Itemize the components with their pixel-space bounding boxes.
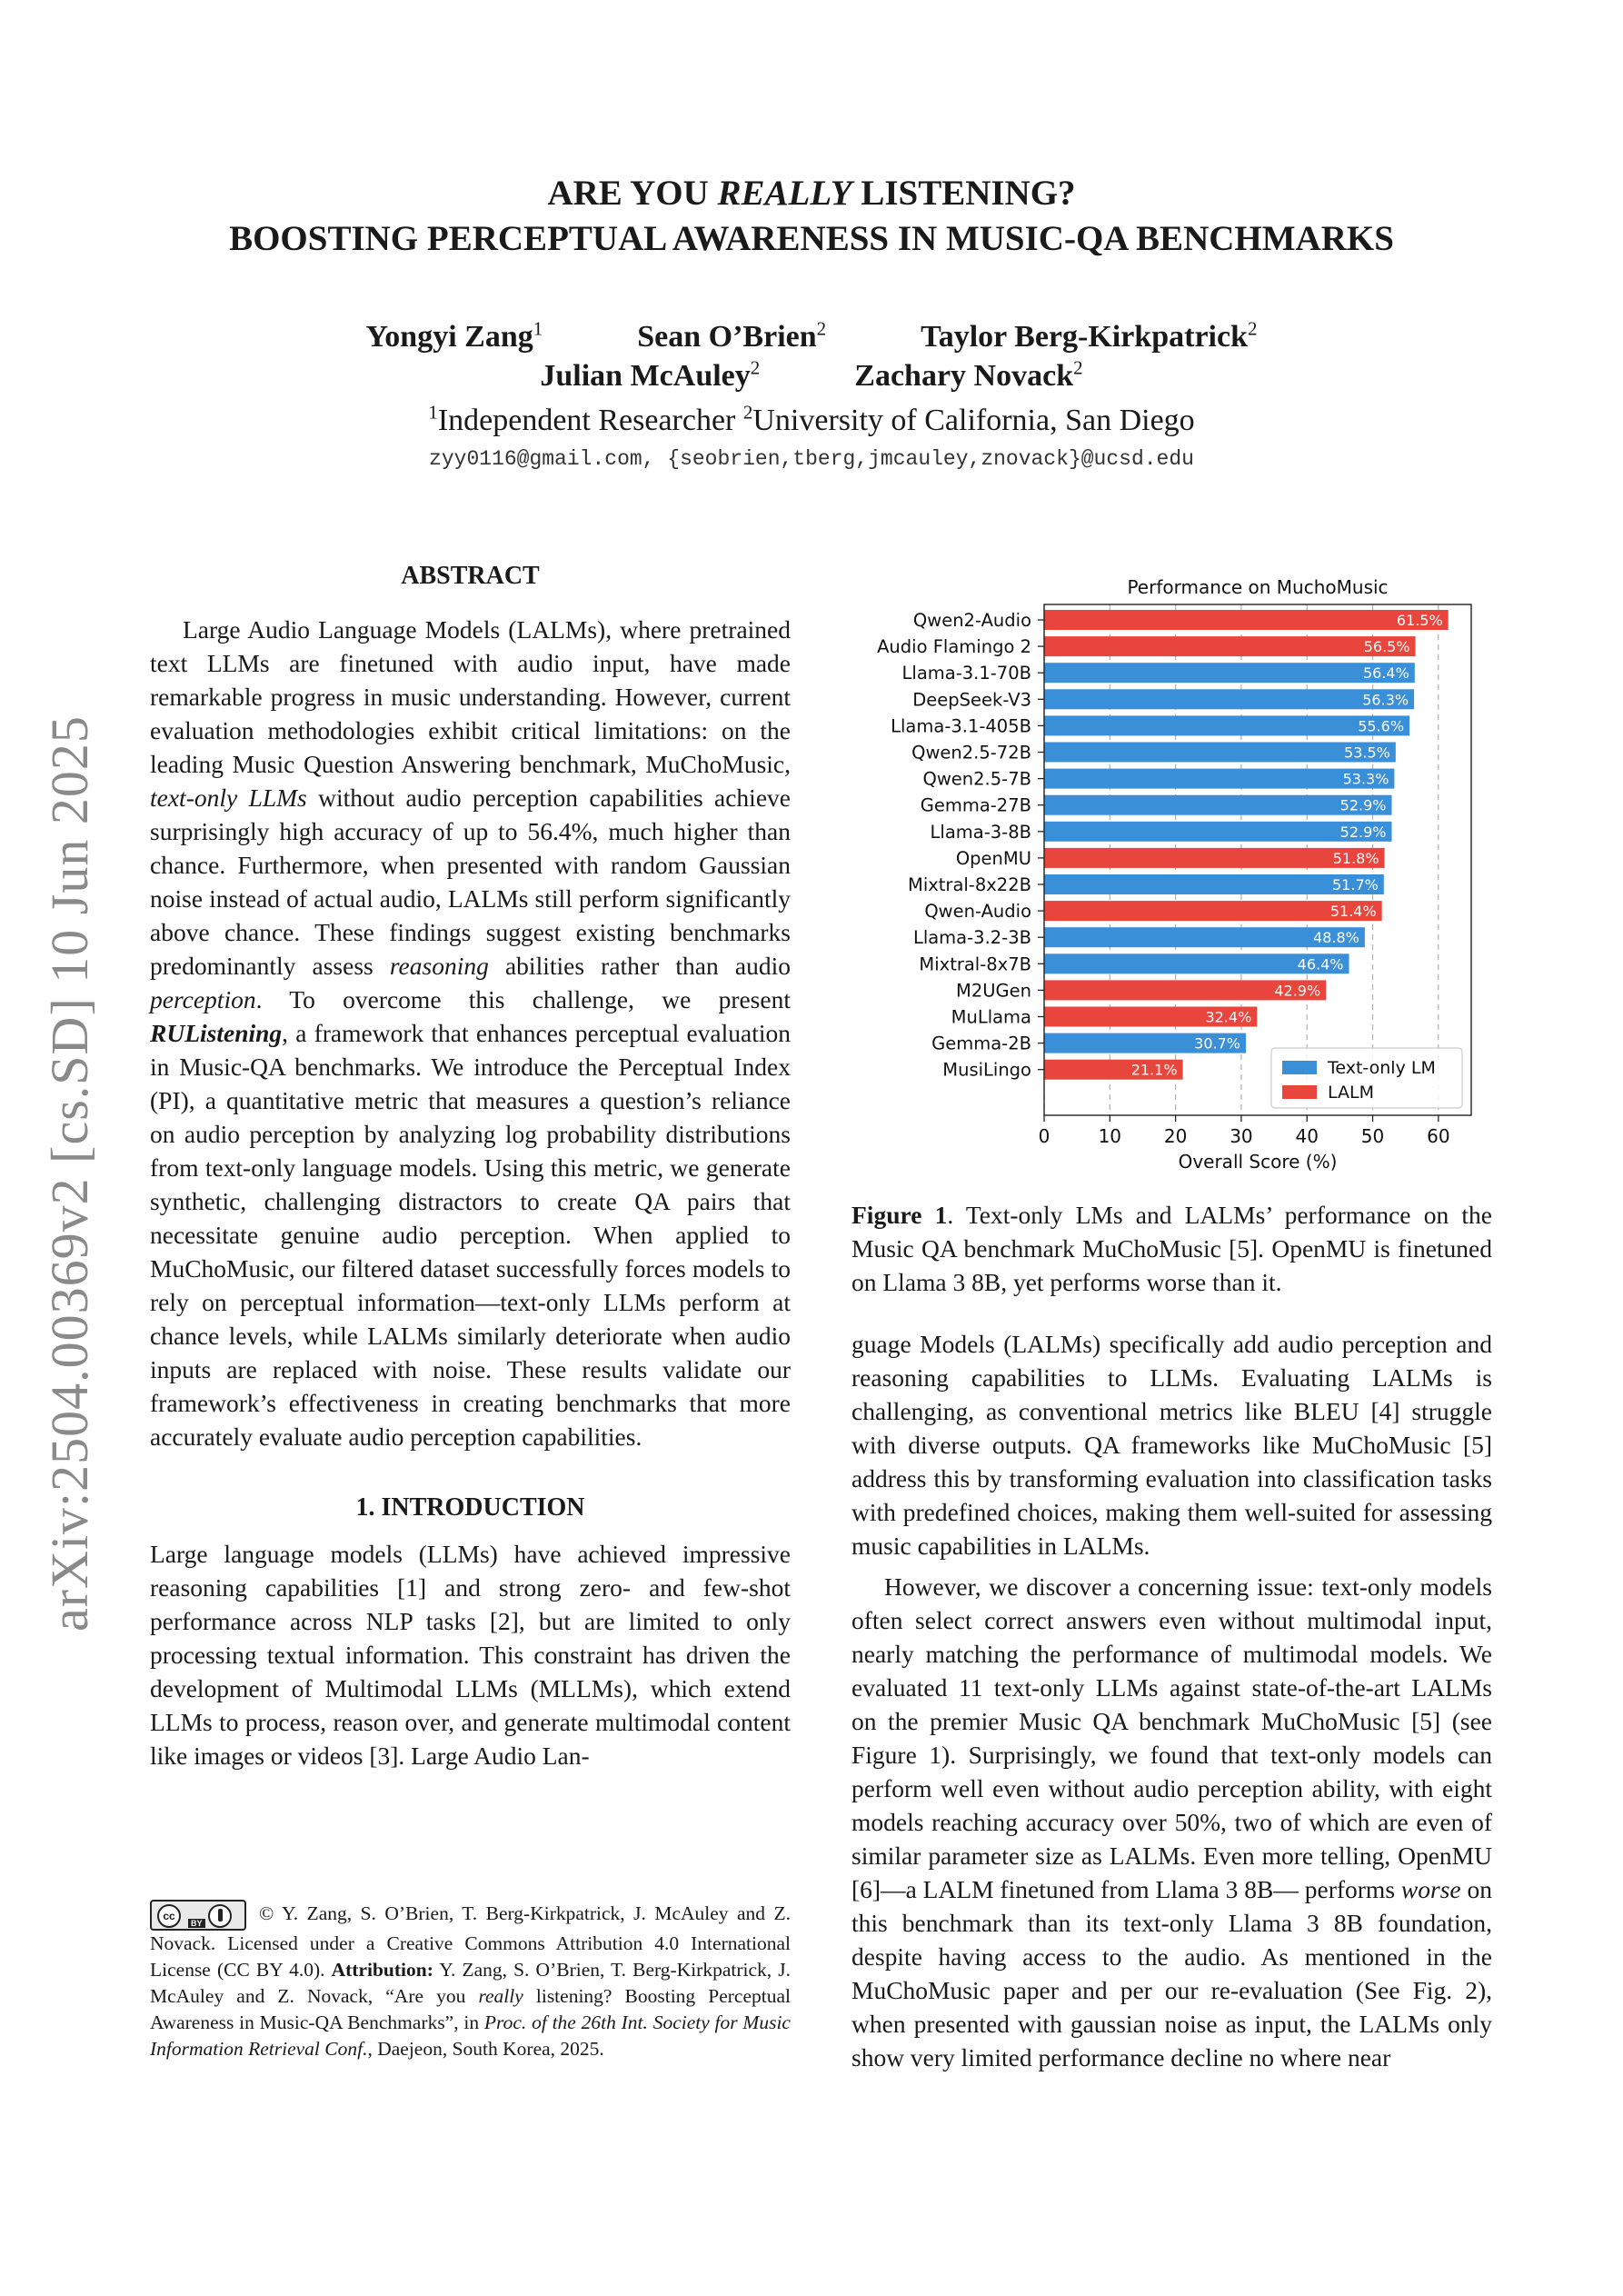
bar <box>1044 743 1396 763</box>
bar <box>1044 715 1409 735</box>
category-tick-label: Llama-3.1-70B <box>901 663 1031 684</box>
author-name: Julian McAuley$^2$ <box>540 356 761 393</box>
author-row-2 <box>0 357 1623 395</box>
legend-swatch <box>1282 1085 1317 1099</box>
author-name: Taylor Berg-Kirkpatrick$^2$ <box>921 317 1258 354</box>
bar <box>1044 663 1415 683</box>
category-tick-label: Qwen-Audio <box>924 901 1031 923</box>
right-column <box>851 1327 1492 2074</box>
category-tick-label: Llama-3.1-405B <box>891 715 1031 737</box>
creative-commons-badge: cc BY <box>150 1900 246 1931</box>
category-tick-label: Mixtral-8x22B <box>908 874 1031 895</box>
x-tick-label: 0 <box>1038 1125 1050 1147</box>
category-tick-label: DeepSeek-V3 <box>912 689 1031 711</box>
figure-1-caption: Figure 1. Text-only LMs and LALMs’ performance on the Music QA benchmark MuChoMusic [5]. OpenMU is finetuned on Llama 3 8B, yet performs worse than it. <box>851 1201 1492 1296</box>
category-tick-label: M2UGen <box>956 980 1031 1002</box>
category-tick-label: MusiLingo <box>942 1059 1031 1081</box>
abstract-heading: ABSTRACT <box>401 562 540 590</box>
author-name: Sean O’Brien$^2$ <box>637 317 827 354</box>
title-line-1: ARE YOU REALLY LISTENING? <box>547 174 1076 213</box>
x-tick-label: 10 <box>1098 1125 1122 1147</box>
author-name: Zachary Novack$^2$ <box>854 356 1083 393</box>
category-tick-label: Mixtral-8x7B <box>919 953 1031 975</box>
category-tick-label: Llama-3.2-3B <box>912 927 1031 949</box>
data-label: 52.9% <box>1339 796 1387 814</box>
bar-chart <box>851 568 1492 1186</box>
data-label: 51.4% <box>1329 903 1377 921</box>
intro-paragraph-2: However, we discover a concerning issue: text-only models often select correct answers even without multimodal input, nearly matching the performance of multimodal models. We evaluated 11 text-only LLMs against state-of-the-art LALMs on the premier Music QA benchmark MuChoMusic [5] (see Figure 1). Surprisingly, we found that text-only models can perform well even without audio perception ability, with eight models reaching accuracy over 50%, two of which are even of similar parameter size as LALMs. Even more telling, OpenMU [6]—a LALM finetuned from Llama 3 8B— performs worse on this benchmark than its text-only Llama 3 8B foundation, despite having access to the audio. As mentioned in the MuChoMusic paper and per our re-evaluation (See Fig. 2), when presented with gaussian noise as input, the LALMs only show very limited performance decline no where near <box>851 1572 1493 2071</box>
legend-label: LALM <box>1328 1083 1374 1103</box>
bar <box>1044 636 1416 656</box>
left-column <box>150 558 791 1772</box>
data-label: 51.8% <box>1332 849 1379 867</box>
paper-title <box>0 171 1623 262</box>
data-label: 52.9% <box>1339 823 1387 841</box>
data-label: 42.9% <box>1274 982 1321 1000</box>
arxiv-identifier: arXiv:2504.00369v2 [cs.SD] 10 Jun 2025 <box>40 715 99 1632</box>
author-name: Yongyi Zang$^1$ <box>365 317 543 354</box>
category-tick-label: Qwen2.5-72B <box>911 742 1031 764</box>
data-label: 55.6% <box>1358 717 1405 735</box>
x-tick-label: 60 <box>1427 1125 1450 1147</box>
category-tick-label: Qwen2.5-7B <box>922 768 1031 790</box>
x-axis-label: Overall Score (%) <box>1178 1151 1338 1173</box>
data-label: 46.4% <box>1297 955 1344 973</box>
data-label: 53.5% <box>1344 744 1390 762</box>
figure-1-chart <box>851 568 1492 1186</box>
affiliations: $^1$Independent Researcher $^2$University of California, San Diego <box>428 401 1195 437</box>
category-tick-label: Llama-3-8B <box>930 821 1031 843</box>
category-tick-label: OpenMU <box>955 847 1031 869</box>
title-line-2: BOOSTING PERCEPTUAL AWARENESS IN MUSIC-QA BENCHMARKS <box>229 219 1394 258</box>
category-tick-label: Gemma-27B <box>920 794 1031 816</box>
intro-paragraph-1-continued: guage Models (LALMs) specifically add audio perception and reasoning capabilities to LLMs. Evaluating LALMs is challenging, as conventional metrics like BLEU [4] struggle with diverse outputs. QA frameworks like MuChoMusic [5] address this by transforming evaluation into classification tasks with predefined choices, making them well-suited for assessing music capabilities in LALMs. <box>851 1330 1492 1560</box>
chart-title: Performance on MuchoMusic <box>1127 576 1389 598</box>
bar <box>1044 689 1414 709</box>
bar <box>1044 610 1449 630</box>
x-tick-label: 40 <box>1295 1125 1319 1147</box>
introduction-heading: 1. INTRODUCTION <box>355 1493 585 1522</box>
category-tick-label: Gemma-2B <box>931 1033 1031 1054</box>
x-tick-label: 30 <box>1230 1125 1253 1147</box>
data-label: 56.5% <box>1363 638 1410 656</box>
data-label: 30.7% <box>1194 1034 1240 1053</box>
x-tick-label: 20 <box>1163 1125 1188 1147</box>
legend-label: Text-only LM <box>1328 1058 1436 1078</box>
abstract-text: Large Audio Language Models (LALMs), where pretrained text LLMs are finetuned with audio input, have made remarkable progress in music understanding. However, current evaluation methodologies exhibit critical limitations: on the leading Music Question Answering benchmark, MuChoMusic, text-only LLMs without audio perception capabilities achieve surprisingly high accuracy of up to 56.4%, much higher than chance. Furthermore, when presented with random Gaussian noise instead of actual audio, LALMs still perform significantly above chance. These findings suggest existing benchmarks predominantly assess reasoning abilities rather than audio perception. To overcome this challenge, we present RUListening, a framework that enhances perceptual evaluation in Music-QA benchmarks. We introduce the Perceptual Index (PI), a quantitative metric that measures a question’s reliance on audio perception by analyzing log probability distributions from text-only language models. Using this metric, we generate synthetic, challenging distractors to create QA pairs that necessitate genuine audio perception. When applied to MuChoMusic, our filtered dataset successfully forces models to rely on perceptual information—text-only LLMs perform at chance levels, while LALMs similarly deteriorate when audio inputs are replaced with noise. These results validate our framework’s effectiveness in creating benchmarks that more accurately evaluate audio perception capabilities. <box>150 615 791 1451</box>
data-label: 56.4% <box>1362 664 1409 683</box>
x-tick-label: 50 <box>1360 1125 1385 1147</box>
data-label: 61.5% <box>1396 612 1443 629</box>
data-label: 51.7% <box>1332 876 1379 893</box>
category-tick-label: MuLlama <box>951 1006 1031 1028</box>
data-label: 21.1% <box>1130 1061 1178 1079</box>
intro-paragraph-1: Large language models (LLMs) have achieved impressive reasoning capabilities [1] and strong zero- and few-shot performance across NLP tasks [2], but are limited to only processing textual information. This constraint has driven the development of Multimodal LLMs (MLLMs), which extend LLMs to process, reason over, and generate multimodal content like images or videos [3]. Large Audio Lan- <box>150 1540 791 1770</box>
legend-swatch <box>1282 1061 1317 1074</box>
data-label: 56.3% <box>1362 691 1409 709</box>
copyright-footnote: cc BY © Y. Zang, S. O’Brien, T. Berg-Kirkpatrick, J. McAuley and Z. Novack. Licensed under a Creative Commons Attribution 4.0 International License (CC BY 4.0). Attribution: Y. Zang, S. O’Brien, T. Berg-Kirkpatrick, J. McAuley and Z. Novack, “Are you really listening? Boosting Perceptual Awareness in Music-QA Benchmarks”, in Proc. of the 26th Int. Society for Music Information Retrieval Conf., Daejeon, South Korea, 2025. <box>150 1900 791 2062</box>
data-label: 48.8% <box>1313 929 1359 947</box>
data-label: 32.4% <box>1205 1008 1252 1026</box>
category-tick-label: Audio Flamingo 2 <box>877 636 1031 658</box>
data-label: 53.3% <box>1342 770 1389 788</box>
author-emails: zyy0116@gmail.com, {seobrien,tberg,jmcauley,znovack}@ucsd.edu <box>429 447 1194 471</box>
category-tick-label: Qwen2-Audio <box>912 610 1031 631</box>
author-row-1 <box>0 318 1623 356</box>
